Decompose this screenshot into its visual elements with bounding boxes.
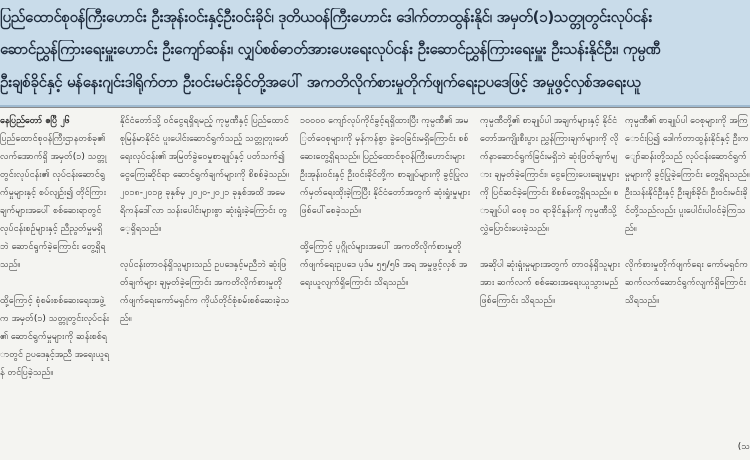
column-5-paragraph-2: လိုက်စားမှုတိုက်ဖျက်ရေး ကော်မရှင်က ဆက်လက်ဆောင်ရွက်လျက်ရှိကြောင်း သိရသည်။	[625, 260, 749, 306]
headline-banner	[0, 0, 750, 107]
article-body	[0, 112, 750, 460]
column-4-paragraph-1: ကုမ္ပဏီတို့၏ စာချုပ်ပါ အချက်များနှင့် နိုင်ငံတော်အကျိုးစီးပွား ညွှန်ကြားချက်များကို လိုက်နာဆောင်ရွက်ခြင်းမရှိဘဲ ဆုံးဖြတ်ချက်များ ချမှတ်ခဲ့ကြောင်း၊ ငွေကြေးပေးချေမှုများကို ပြင်ဆင်ခဲ့ကြောင်း စိစစ်တွေ့ရှိရသည်။ စာချုပ်ပါ ဝေစု ၁၀ ရာခိုင်နှုန်းကို ကုမ္ပဏီသို့ လွှဲပြောင်းပေးခဲ့သည်။	[480, 116, 620, 234]
article-column-2	[120, 112, 290, 460]
column-2-paragraph-2: လုပ်ငန်းတာဝန်ရှိသူများသည် ဥပဒေနှင့်မညီဘဲ ဆုံးဖြတ်ချက်များ ချမှတ်ခဲ့ကြောင်း အကတိလိုက်စားမှုတိုက်ဖျက်ရေးကော်မရှင်က ကိုယ်တိုင်စုံစမ်းစစ်ဆေးခဲ့သည်။	[120, 260, 290, 324]
headline-line-1: ပြည်ထောင်စုဝန်ကြီးဟောင်း ဦးအုန်းဝင်းနှင့်ဦးဝင်းခိုင်၊ ဒုတိယဝန်ကြီးဟောင်း ဒေါက်တာထွန်းနိုင်၊ အမှတ်(၁)သတ္တုတွင်းလုပ်ငန်း	[0, 8, 652, 26]
article-column-3	[300, 112, 470, 460]
headline-line-3: ဦးချစ်ခိုင်နှင့် မန်နေးဂျင်းဒါရိုက်တာ ဦးဝင်းမင်းခိုင်တို့အပေါ် အကတိလိုက်စားမှုတိုက်ဖျက်ရေးဥပဒေဖြင့် အမှုဖွင့်လှစ်အရေးယူ	[0, 73, 641, 91]
column-1-paragraph-2: ထို့ကြောင့် စုံစမ်းစစ်ဆေးရေးအဖွဲ့က အမှတ်(၁) သတ္တုတွင်းလုပ်ငန်း၏ ဆောင်ရွက်မှုများကို ဆန်းစစ်ရာတွင် ဥပဒေနှင့်အညီ အရေးယူရန် တင်ပြခဲ့သည်။	[0, 296, 110, 378]
article-column-5	[625, 112, 750, 460]
column-2-paragraph-1: နိုင်ငံတော်သို့ ဝင်ငွေရရှိရမည့် ကုမ္ပဏီနှင့် ပြည်ထောင်စုမြန်မာနိုင်ငံ ပူးပေါင်းဆောင်ရွက်သည့် သတ္တုတူးဖော်ရေးလုပ်ငန်း၏ အမြတ်ခွဲဝေမှုစာချုပ်နှင့် ပတ်သက်၍ ငွေကြေးဆိုင်ရာ ဆောင်ရွက်ချက်များကို စိစစ်ခဲ့သည်။ ၂၀၁၈-၂၀၁၉ ခုနှစ်မှ ၂၀၂၀-၂၀၂၁ ခုနှစ်အထိ အမေရိကန်ဒေါ်လာ သန်းပေါင်းများစွာ ဆုံးရှုံးခဲ့ကြောင်း တွေ့ရှိရသည်။	[120, 116, 289, 234]
article-column-1	[0, 112, 110, 460]
column-3-paragraph-1: ၁၀၀၀၀ ကျော်လုပ်ကိုင်ခွင့်ရရှိထားပြီး ကုမ္ပဏီ၏ အမြတ်ဝေစုများကို မှန်ကန်စွာ ခွဲဝေခြင်းမရှိကြောင်း စစ်ဆေးတွေ့ရှိရသည်။ ပြည်ထောင်စုဝန်ကြီးဟောင်းများ ဦးအုန်းဝင်းနှင့် ဦးဝင်းခိုင်တို့က စာချုပ်များကို ခွင့်ပြုလက်မှတ်ရေးထိုးခဲ့ကြပြီး နိုင်ငံတော်အတွက် ဆုံးရှုံးမှုများ ဖြစ်ပေါ်စေခဲ့သည်။	[300, 116, 470, 216]
headline-divider	[0, 107, 750, 108]
column-5-paragraph-1: ကုမ္ပဏီ၏ စာချုပ်ပါ ဝေစုများကို အကြောင်းပြ၍ ဒေါက်တာထွန်းနိုင်နှင့် ဦးကျော်ဆန်းတို့သည် လုပ်ငန်းဆောင်ရွက်မှုများကို ခွင့်ပြုခဲ့ကြောင်း တွေ့ရှိရသည်။ ဦးသန်းနိုင်ဦးနှင့် ဦးချစ်ခိုင်၊ ဦးဝင်းမင်းခိုင်တို့သည်လည်း ပူးပေါင်းပါဝင်ခဲ့ကြသည်။	[625, 116, 750, 234]
continued-mark: (သ	[737, 442, 750, 452]
article-column-4	[480, 112, 620, 460]
column-3-paragraph-2: ထို့ကြောင့် ပုဂ္ဂိုလ်များအပေါ် အကတိလိုက်စားမှုတိုက်ဖျက်ရေးဥပဒေ ပုဒ်မ ၅၅/၅၆ အရ အမှုဖွင့်လှစ် အရေးယူလျက်ရှိကြောင်း သိရသည်။	[300, 242, 468, 288]
headline-line-2: ဆောင်ညွှန်ကြားရေးမှူးဟောင်း ဦးကျော်ဆန်း၊ လျှပ်စစ်ဓာတ်အားပေးရေးလုပ်ငန်း ဦးဆောင်ညွှန်ကြားရေးမှူး ဦးသန်းနိုင်ဦး၊ ကုမ္ပဏီ	[0, 40, 661, 58]
dateline: နေပြည်တော် ဧပြီ ၂၆	[0, 116, 70, 126]
column-1-paragraph-1: ပြည်ထောင်စုဝန်ကြီးဌာနတစ်ခု၏ လက်အောက်ရှိ အမှတ်(၁) သတ္တုတွင်းလုပ်ငန်း၏ လုပ်ငန်းဆောင်ရွက်မှုများနှင့် စပ်လျဉ်း၍ တိုင်ကြားချက်များအပေါ် စစ်ဆေးရာတွင် လုပ်ငန်းစဉ်များနှင့် ညီညွတ်မှုမရှိဘဲ ဆောင်ရွက်ခဲ့ကြောင်း တွေ့ရှိရသည်။	[0, 134, 107, 270]
column-4-paragraph-2: အဆိုပါ ဆုံးရှုံးမှုများအတွက် တာဝန်ရှိသူများအား ဆက်လက် စစ်ဆေးအရေးယူသွားမည်ဖြစ်ကြောင်း သိရသည်။	[480, 260, 620, 306]
